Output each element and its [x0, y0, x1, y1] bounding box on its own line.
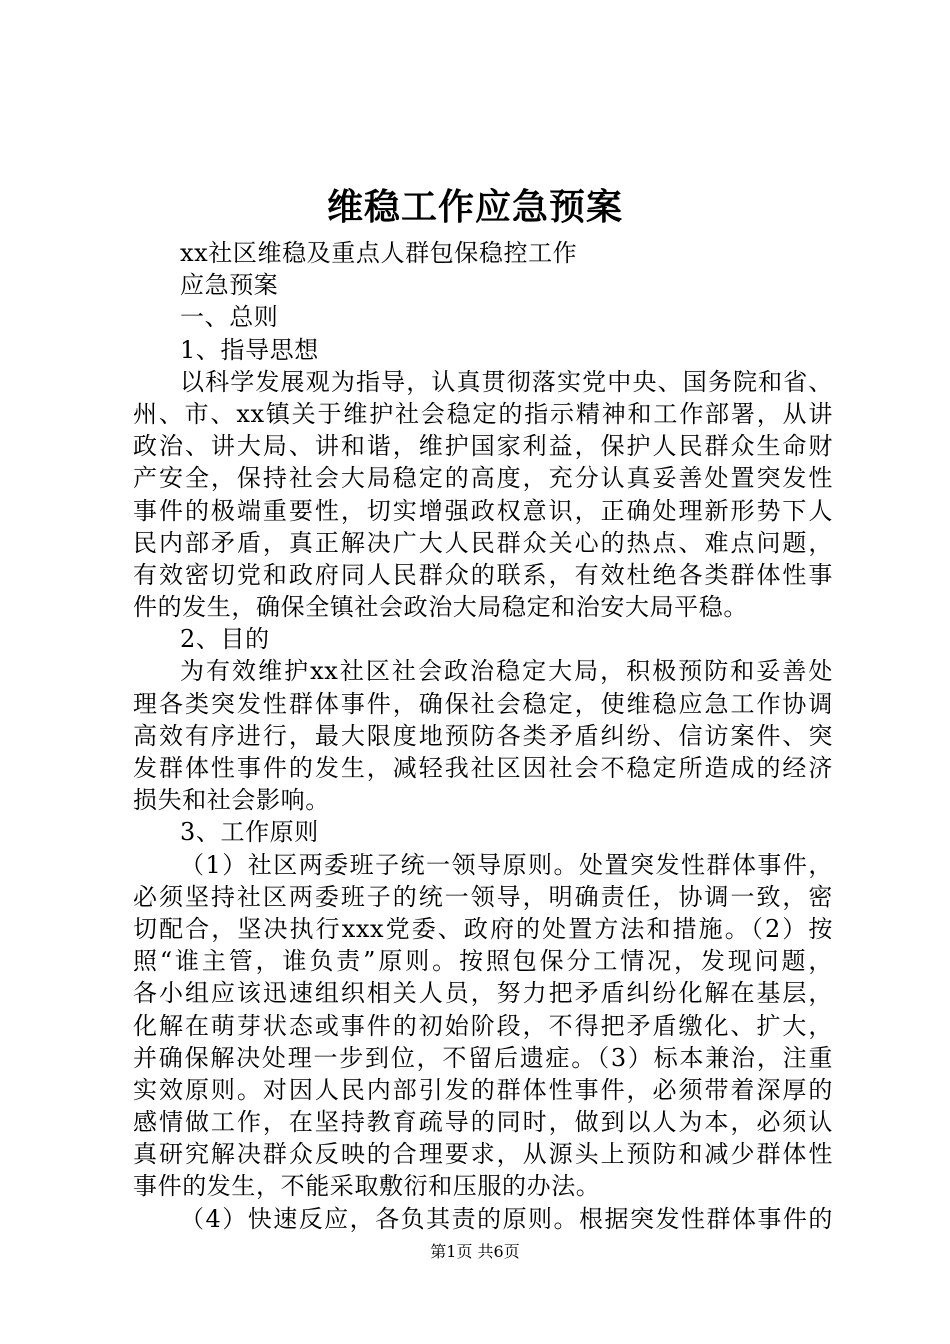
paragraph-line: 产安全，保持社会大局稳定的高度，充分认真妥善处置突发性 — [133, 464, 833, 493]
document-body — [133, 237, 833, 1235]
paragraph-line: 事件的极端重要性，切实增强政权意识，正确处理新形势下人 — [133, 496, 833, 525]
paragraph-line: 实效原则。对因人民内部引发的群体性事件，必须带着深厚的 — [133, 1075, 833, 1104]
page-footer: 第1页 共6页 — [430, 1242, 520, 1261]
paragraph-line: 1、指导思想 — [180, 335, 319, 364]
paragraph-line: 感情做工作，在坚持教育疏导的同时，做到以人为本，必须认 — [133, 1108, 833, 1137]
paragraph-line: 切配合，坚决执行xxx党委、政府的处置方法和措施。（2）按 — [133, 914, 833, 943]
paragraph-line: 3、工作原则 — [180, 818, 319, 847]
paragraph-line: 高效有序进行，最大限度地预防各类矛盾纠纷、信访案件、突 — [133, 721, 833, 750]
paragraph-line: 化解在萌芽状态或事件的初始阶段，不得把矛盾缴化、扩大， — [133, 1011, 833, 1040]
paragraph-line: 政治、讲大局、讲和谐，维护国家利益，保护人民群众生命财 — [133, 432, 833, 461]
paragraph-line: 2、目的 — [180, 625, 270, 654]
paragraph-line: 州、市、xx镇关于维护社会稳定的指示精神和工作部署，从讲 — [133, 399, 833, 428]
paragraph-line: 理各类突发性群体事件，确保社会稳定，使维稳应急工作协调 — [133, 689, 833, 718]
paragraph-line: 一、总则 — [180, 303, 279, 332]
document-title: 维稳工作应急预案 — [326, 186, 623, 228]
paragraph-line: 必须坚持社区两委班子的统一领导，明确责任，协调一致，密 — [133, 882, 833, 911]
paragraph-line: 发群体性事件的发生，减轻我社区因社会不稳定所造成的经济 — [133, 754, 833, 782]
paragraph-line: 真研究解决群众反映的合理要求，从源头上预防和减少群体性 — [133, 1140, 833, 1169]
paragraph-line: 件的发生，确保全镇社会政治大局稳定和治安大局平稳。 — [133, 593, 748, 622]
paragraph-line: 有效密切党和政府同人民群众的联系，有效杜绝各类群体性事 — [133, 560, 833, 589]
paragraph-line: 以科学发展观为指导，认真贯彻落实党中央、国务院和省、 — [180, 367, 833, 396]
paragraph-line: 并确保解决处理一步到位，不留后遗症。（3）标本兼治，注重 — [133, 1043, 833, 1072]
paragraph-line: 应急预案 — [180, 271, 279, 300]
paragraph-line: （4）快速反应，各负其责的原则。根据突发性群体事件的 — [180, 1204, 833, 1233]
paragraph-line: 事件的发生，不能采取敷衍和压服的办法。 — [133, 1172, 601, 1201]
paragraph-line: xx社区维稳及重点人群包保稳控工作 — [180, 239, 578, 267]
paragraph-line: 民内部矛盾，真正解决广大人民群众关心的热点、难点问题， — [133, 528, 833, 557]
paragraph-line: 照“谁主管，谁负责”原则。按照包保分工情况，发现问题， — [133, 947, 833, 976]
paragraph-line: 损失和社会影响。 — [133, 786, 330, 815]
paragraph-line: 为有效维护xx社区社会政治稳定大局，积极预防和妥善处 — [180, 657, 833, 686]
paragraph-line: 各小组应该迅速组织相关人员，努力把矛盾纠纷化解在基层， — [133, 979, 833, 1008]
paragraph-line: （1）社区两委班子统一领导原则。处置突发性群体事件， — [180, 850, 833, 879]
